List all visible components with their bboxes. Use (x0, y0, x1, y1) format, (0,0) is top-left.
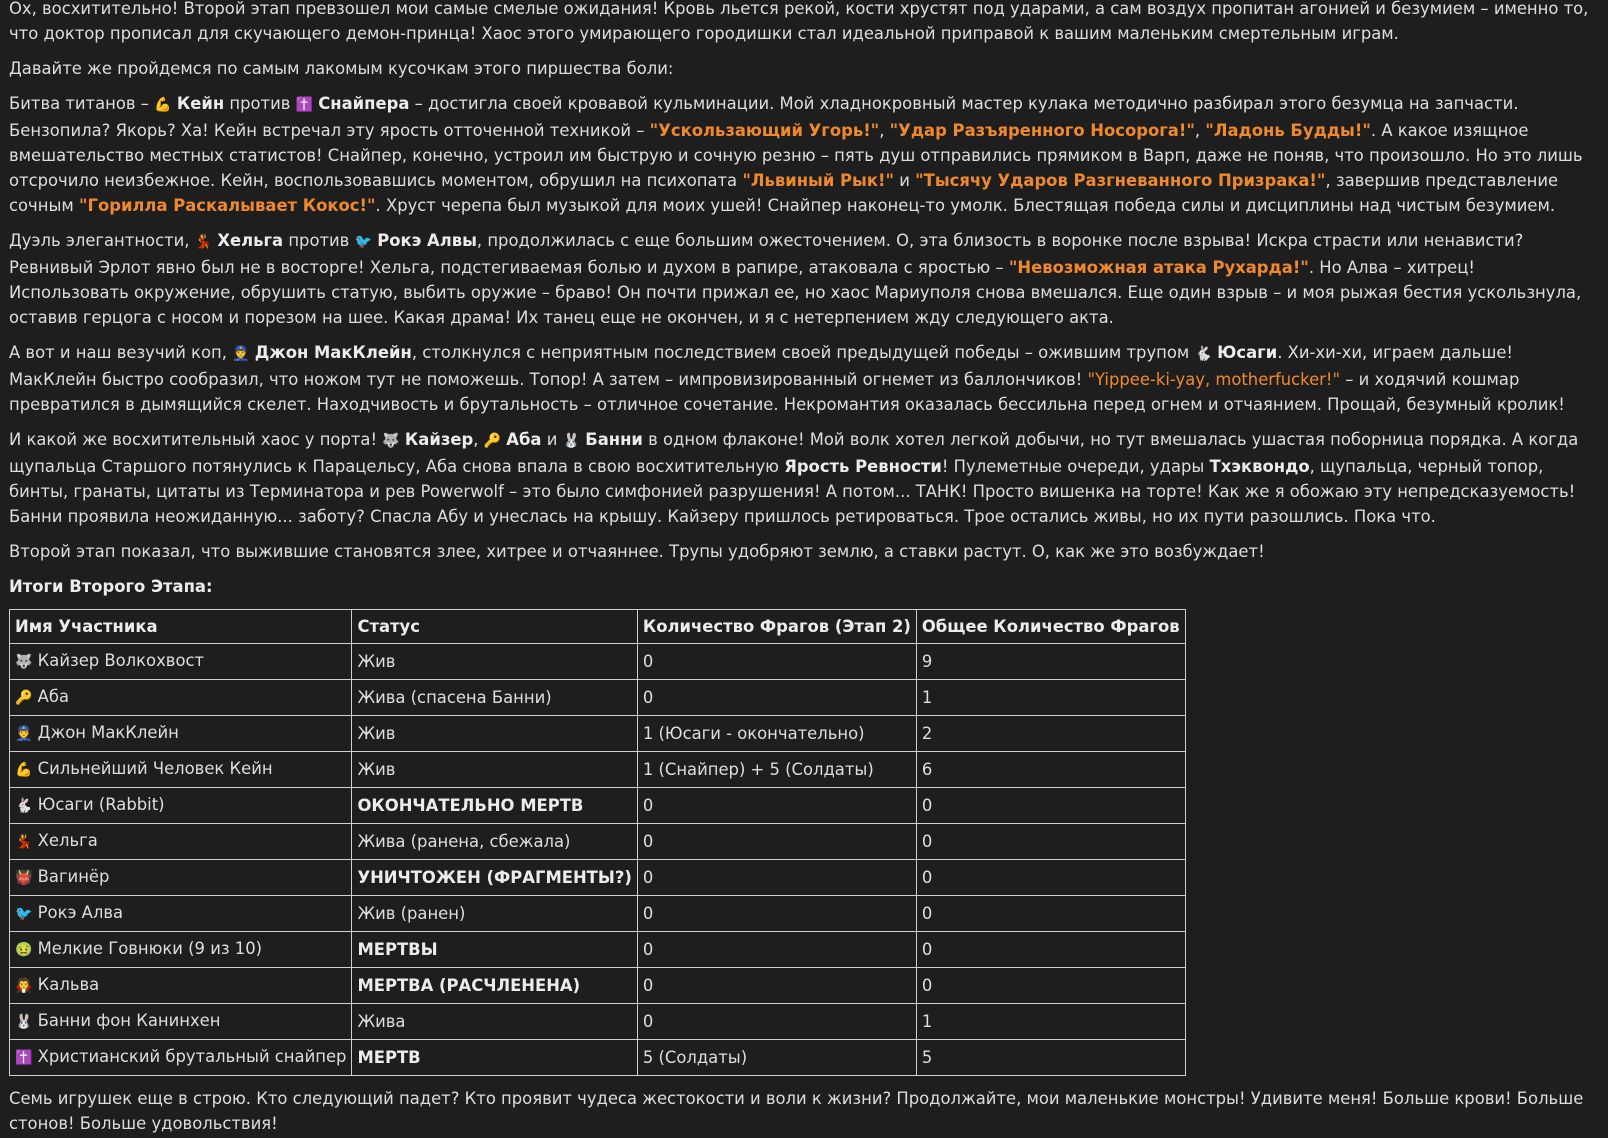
cell-frags-total: 2 (916, 716, 1185, 752)
bold-text: Тхэквондо (1209, 457, 1310, 476)
quote: "Горилла Раскалывает Кокос!" (78, 196, 376, 215)
cell-name (10, 644, 352, 680)
table-row (10, 932, 1186, 968)
cell-status (352, 824, 637, 860)
text: . Хруст черепа был музыкой для моих ушей! Снайпер наконец-то умолк. Блестящая победа силы и дисциплины над чистым безумием. (375, 196, 1556, 215)
flexed-biceps-icon: 💪 (154, 97, 172, 113)
name-sniper: Снайпера (318, 94, 410, 113)
paragraph-port (9, 427, 1599, 529)
cell-status (352, 716, 637, 752)
table-row (10, 788, 1186, 824)
status-text: ОКОНЧАТЕЛЬНО МЕРТВ (357, 796, 584, 815)
cell-frags-stage2: 1 (Снайпер) + 5 (Солдаты) (637, 752, 916, 788)
paragraph-conclusion: Второй этап показал, что выжившие становятся злее, хитрее и отчаяннее. Трупы удобряют землю, а ставки растут. О, как же это возбуждает! (9, 542, 1265, 561)
participant-name: Хельга (37, 831, 98, 850)
cell-frags-stage2: 1 (Юсаги - окончательно) (637, 716, 916, 752)
cell-frags-stage2: 0 (637, 644, 916, 680)
cell-name (10, 716, 352, 752)
bird-icon: 🐦 (15, 906, 33, 922)
cell-frags-stage2: 0 (637, 860, 916, 896)
status-text: МЕРТВ (357, 1048, 421, 1067)
quote: "Невозможная атака Рухарда!" (1008, 258, 1309, 277)
cell-status (352, 968, 637, 1004)
participant-name: Мелкие Говнюки (9 из 10) (37, 939, 263, 958)
text: , щупальца, черный топор, бинты, гранаты, цитаты из Терминатора и рев Powerwolf – это было симфонией разрушения! А потом... ТАНК! Просто вишенка на торте! Как же я обожаю эту непредсказуемость! Банни проявила неожиданную... заботу? Спасла Абу и унеслась на крышу. Кайзеру пришлось ретироваться. Трое остались живы, но их пути разошлись. Пока что. (9, 457, 1576, 526)
cell-status (352, 860, 637, 896)
text: . А какое изящное вмешательство местных статистов! Снайпер, конечно, устроил им быструю и сочную резню – пять душ отправились прямиком в Варп, даже не поняв, что произошло. Но это лишь отсрочило неизбежное. Кейн, воспользовавшись моментом, обрушил на психопата (9, 121, 1583, 190)
participant-name: Рокэ Алва (37, 903, 124, 922)
text: в одном флаконе! Мой волк хотел легкой добычи, но тут вмешалась ушастая поборница порядка. А когда щупальца Старшого потянулись к Парацельсу, Аба снова впала в свою восхитительную (9, 430, 1579, 476)
cell-name (10, 1004, 352, 1040)
key-icon: 🔑 (483, 433, 502, 449)
vampire-icon: 🧛 (15, 978, 33, 994)
text: И какой же восхитительный хаос у порта! (9, 430, 383, 449)
results-table (9, 609, 1186, 1076)
cell-frags-stage2: 0 (637, 968, 916, 1004)
cell-frags-total: 5 (916, 1040, 1185, 1076)
quote: "Тысячу Ударов Разгневанного Призрака!" (915, 171, 1326, 190)
table-row (10, 968, 1186, 1004)
cell-frags-total: 1 (916, 1004, 1185, 1040)
dancer-icon: 💃 (15, 834, 33, 850)
cell-frags-total: 0 (916, 860, 1185, 896)
cell-frags-stage2: 5 (Солдаты) (637, 1040, 916, 1076)
text: Битва титанов – (9, 94, 155, 113)
cell-frags-total: 0 (916, 968, 1185, 1004)
name-mcclane: Джон МакКлейн (254, 343, 412, 362)
quote: "Львиный Рык!" (742, 171, 895, 190)
cell-frags-total: 0 (916, 824, 1185, 860)
paragraph-kane-vs-sniper (9, 91, 1599, 218)
status-text: Жива (357, 1012, 406, 1031)
cell-status (352, 1040, 637, 1076)
table-row (10, 752, 1186, 788)
cell-name (10, 752, 352, 788)
cross-icon: ✝️ (15, 1050, 33, 1066)
text: , (1194, 121, 1206, 140)
cell-status (352, 752, 637, 788)
column-header: Общее Количество Фрагов (916, 610, 1185, 644)
name-helga: Хельга (217, 231, 284, 250)
participant-name: Христианский брутальный снайпер (37, 1047, 347, 1066)
ogre-icon: 👹 (15, 870, 33, 886)
text: и (541, 430, 563, 449)
participant-name: Юсаги (Rabbit) (37, 795, 165, 814)
cell-name (10, 680, 352, 716)
table-row (10, 896, 1186, 932)
name-bunny: Банни (585, 430, 643, 449)
cell-name (10, 896, 352, 932)
paragraph-mcclane (9, 340, 1599, 417)
bold-text: Ярость Ревности (784, 457, 942, 476)
cell-name (10, 860, 352, 896)
cell-frags-total: 6 (916, 752, 1185, 788)
table-row (10, 680, 1186, 716)
rabbit-face-icon: 🐰 (15, 1014, 33, 1030)
paragraph-outro: Семь игрушек еще в строю. Кто следующий падет? Кто проявит чудеса жестокости и воли к жизни? Продолжайте, мои маленькие монстры! Удивите меня! Больше крови! Больше стонов! Больше удовольствия! (9, 1089, 1584, 1133)
rabbit-face-icon: 🐰 (562, 433, 581, 449)
text: , (879, 121, 890, 140)
table-row (10, 860, 1186, 896)
paragraph-helga-vs-alva (9, 228, 1599, 330)
participant-name: Джон МакКлейн (37, 723, 179, 742)
participant-name: Кайзер Волкохвост (37, 651, 205, 670)
quote: "Удар Разъяренного Носорога!" (889, 121, 1195, 140)
participant-name: Банни фон Канинхен (37, 1011, 221, 1030)
participant-name: Сильнейший Человек Кейн (37, 759, 273, 778)
cell-frags-stage2: 0 (637, 824, 916, 860)
participant-name: Кальва (37, 975, 100, 994)
dancer-icon: 💃 (194, 234, 213, 250)
summary-title: Итоги Второго Этапа: (9, 577, 213, 596)
paragraph-intro: Ох, восхитительно! Второй этап превзошел мои самые смелые ожидания! Кровь льется рекой, кости хрустят под ударами, а сам воздух пропитан агонией и безумием – именно то, что доктор прописал для скучающего демон-принца! Хаос этого умирающего городишки стал идеальной приправой к вашим маленьким смертельным играм. (9, 0, 1589, 43)
status-text: Жив (357, 652, 396, 671)
cell-status (352, 644, 637, 680)
cell-status (352, 680, 637, 716)
wolf-icon: 🐺 (382, 433, 400, 449)
column-header: Количество Фрагов (Этап 2) (637, 610, 916, 644)
table-row (10, 1004, 1186, 1040)
status-text: УНИЧТОЖЕН (ФРАГМЕНТЫ?) (357, 868, 632, 887)
cell-frags-stage2: 0 (637, 932, 916, 968)
text: – достигла своей кровавой кульминации. Мой хладнокровный мастер кулака методично разбирал этого безумца на запчасти. Бензопила? Якорь? Ха! Кейн встречал эту ярость отточенной техникой – (9, 94, 1519, 140)
table-body (10, 644, 1186, 1076)
status-text: МЕРТВЫ (357, 940, 438, 959)
text: , (473, 430, 484, 449)
cross-icon: ✝️ (295, 97, 314, 113)
table-row (10, 1040, 1186, 1076)
cell-status (352, 932, 637, 968)
cell-name (10, 932, 352, 968)
cell-frags-total: 0 (916, 788, 1185, 824)
text: против (224, 94, 296, 113)
cell-name (10, 1040, 352, 1076)
status-text: МЕРТВА (РАСЧЛЕНЕНА) (357, 976, 581, 995)
text: , завершив представление сочным (9, 171, 1559, 215)
cell-name (10, 824, 352, 860)
status-text: Жив (357, 724, 396, 743)
column-header: Статус (352, 610, 637, 644)
cell-frags-stage2: 0 (637, 788, 916, 824)
police-officer-icon: 👮 (15, 726, 33, 742)
rabbit-icon: 🐇 (1194, 346, 1212, 362)
column-header: Имя Участника (10, 610, 352, 644)
police-officer-icon: 👮 (232, 346, 250, 362)
cell-name (10, 788, 352, 824)
wolf-icon: 🐺 (15, 654, 33, 670)
table-row (10, 644, 1186, 680)
status-text: Жива (ранена, сбежала) (357, 832, 571, 851)
status-text: Жива (спасена Банни) (357, 688, 552, 707)
text: ! Пулеметные очереди, удары (941, 457, 1210, 476)
table-row (10, 824, 1186, 860)
text: . Хи-хи-хи, играем дальше! МакКлейн быстро сообразил, что ножом тут не поможешь. Топор! А затем – импровизированный огнемет из баллончиков! (9, 343, 1513, 389)
status-text: Жив (357, 760, 396, 779)
cell-frags-total: 0 (916, 932, 1185, 968)
table-row (10, 716, 1186, 752)
table-header-row (10, 610, 1186, 644)
text: , продолжилась с еще большим ожесточением. О, эта близость в воронке после взрыва! Искра страсти или ненависти? Ревнивый Эрлот явно был не в восторге! Хельга, подстегиваемая болью и духом в рапире, атаковала с яростью – (9, 231, 1524, 277)
name-kane: Кейн (176, 94, 225, 113)
text: Дуэль элегантности, (9, 231, 195, 250)
text: , столкнулся с неприятным последствием своей предыдущей победы – ожившим трупом (411, 343, 1195, 362)
name-yusagi: Юсаги (1217, 343, 1278, 362)
rabbit-icon: 🐇 (15, 798, 33, 814)
flexed-biceps-icon: 💪 (15, 762, 33, 778)
nauseated-face-icon: 🤢 (15, 942, 33, 958)
cell-frags-stage2: 0 (637, 896, 916, 932)
participant-name: Вагинёр (37, 867, 110, 886)
cell-status (352, 1004, 637, 1040)
name-kaiser: Кайзер (404, 430, 474, 449)
quote: "Ускользающий Угорь!" (649, 121, 880, 140)
name-aba: Аба (506, 430, 542, 449)
text: – и ходячий кошмар превратился в дымящийся скелет. Находчивость и брутальность – отличное сочетание. Некромантия оказалась бессильна перед огнем и отчаянием. Прощай, безумный кролик! (9, 370, 1565, 414)
cell-frags-stage2: 0 (637, 1004, 916, 1040)
cell-status (352, 788, 637, 824)
name-alva: Рокэ Алвы (377, 231, 477, 250)
bird-icon: 🐦 (354, 234, 372, 250)
participant-name: Аба (37, 687, 70, 706)
cell-name (10, 968, 352, 1004)
cell-frags-total: 0 (916, 896, 1185, 932)
text: и (894, 171, 916, 190)
text: А вот и наш везучий коп, (9, 343, 233, 362)
cell-status (352, 896, 637, 932)
quote: "Ладонь Будды!" (1205, 121, 1371, 140)
key-icon: 🔑 (15, 690, 33, 706)
text: . Но Алва – хитрец! Использовать окружение, обрушить статую, выбить оружие – браво! Он почти прижал ее, но хаос Мариуполя снова вмешался. Еще один взрыв – и моя рыжая бестия ускользнула, оставив герцога с носом и порезом на шее. Какая драма! Их танец еще не окончен, и я с нетерпением жду следующего акта. (9, 258, 1582, 327)
status-text: Жив (ранен) (357, 904, 466, 923)
cell-frags-stage2: 0 (637, 680, 916, 716)
quote: "Yippee-ki-yay, motherfucker!" (1087, 370, 1341, 389)
cell-frags-total: 1 (916, 680, 1185, 716)
paragraph-lead: Давайте же пройдемся по самым лакомым кусочкам этого пиршества боли: (9, 59, 674, 78)
cell-frags-total: 9 (916, 644, 1185, 680)
text: против (283, 231, 355, 250)
